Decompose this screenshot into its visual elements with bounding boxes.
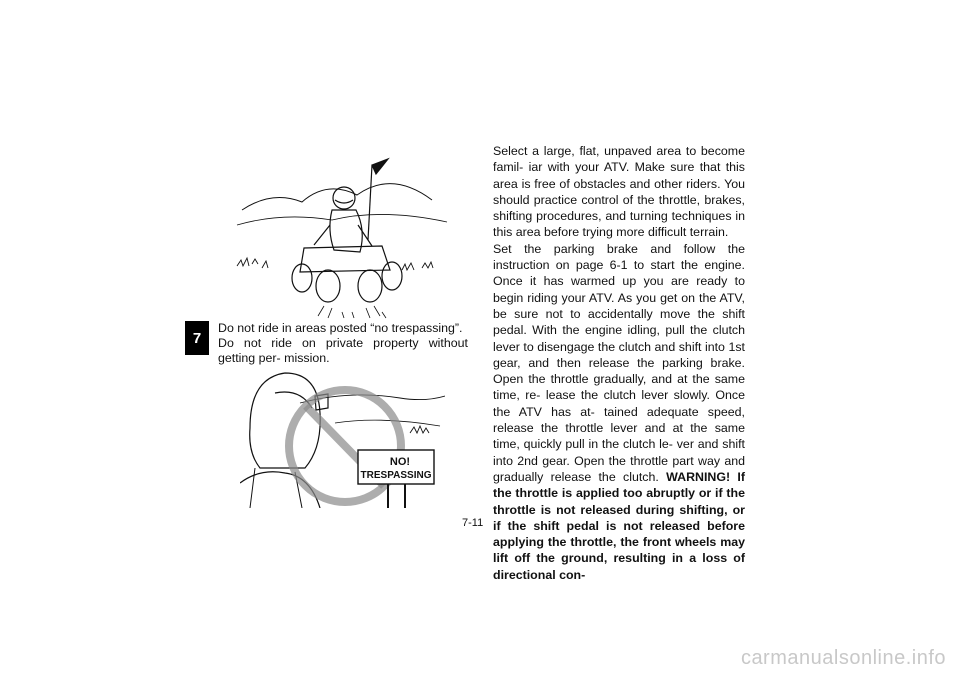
no-trespassing-illustration (240, 368, 445, 508)
watermark: carmanualsonline.info (740, 647, 946, 669)
practice-area-paragraph: Select a large, flat, unpaved area to become famil- iar with your ATV. Make sure that this area is free of obstacles and other riders. You should practice control of the throttle, brakes, shifting procedures, and turning techniques in this area before trying more difficult terrain. (493, 144, 745, 240)
page-number: 7-11 (462, 517, 484, 529)
right-column-text (493, 143, 745, 583)
atv-rider-illustration (232, 150, 450, 320)
section-tab: 7 (185, 321, 209, 355)
left-column-text (218, 321, 468, 366)
starting-procedure-text: Set the parking brake and follow the instruction on page 6-1 to start the engine. Once it has warmed up you are ready to begin riding your ATV. As you get on the ATV, be sure not to accidentally move the shift pedal. With the engine idling, pull the clutch lever to disengage the clutch and shift into 1st gear, and then release the parking brake. Open the throttle gradually, and at the same time, re- lease the clutch lever slowly. Once the ATV has at- tained adequate speed, release the throttle lever and at the same time, quickly pull in the clutch le- ver and shift into 2nd gear. Open the throttle part way and gradually release the clutch. (493, 241, 745, 484)
sign-text-trespassing: TRESPASSING (360, 470, 432, 481)
no-trespassing-instruction: Do not ride in areas posted “no trespassing”. (218, 321, 463, 335)
sign-text-no: NO! (389, 456, 411, 468)
private-property-instruction: Do not ride on private property without getting per- mission. (218, 336, 468, 365)
starting-procedure-paragraph (493, 241, 745, 583)
warning-text: WARNING! If the throttle is applied too abruptly or if the throttle is not released during shifting, or if the shift pedal is not released before applying the throttle, the front wheels may lift off the ground, resulting in a loss of directional con- (493, 469, 745, 582)
